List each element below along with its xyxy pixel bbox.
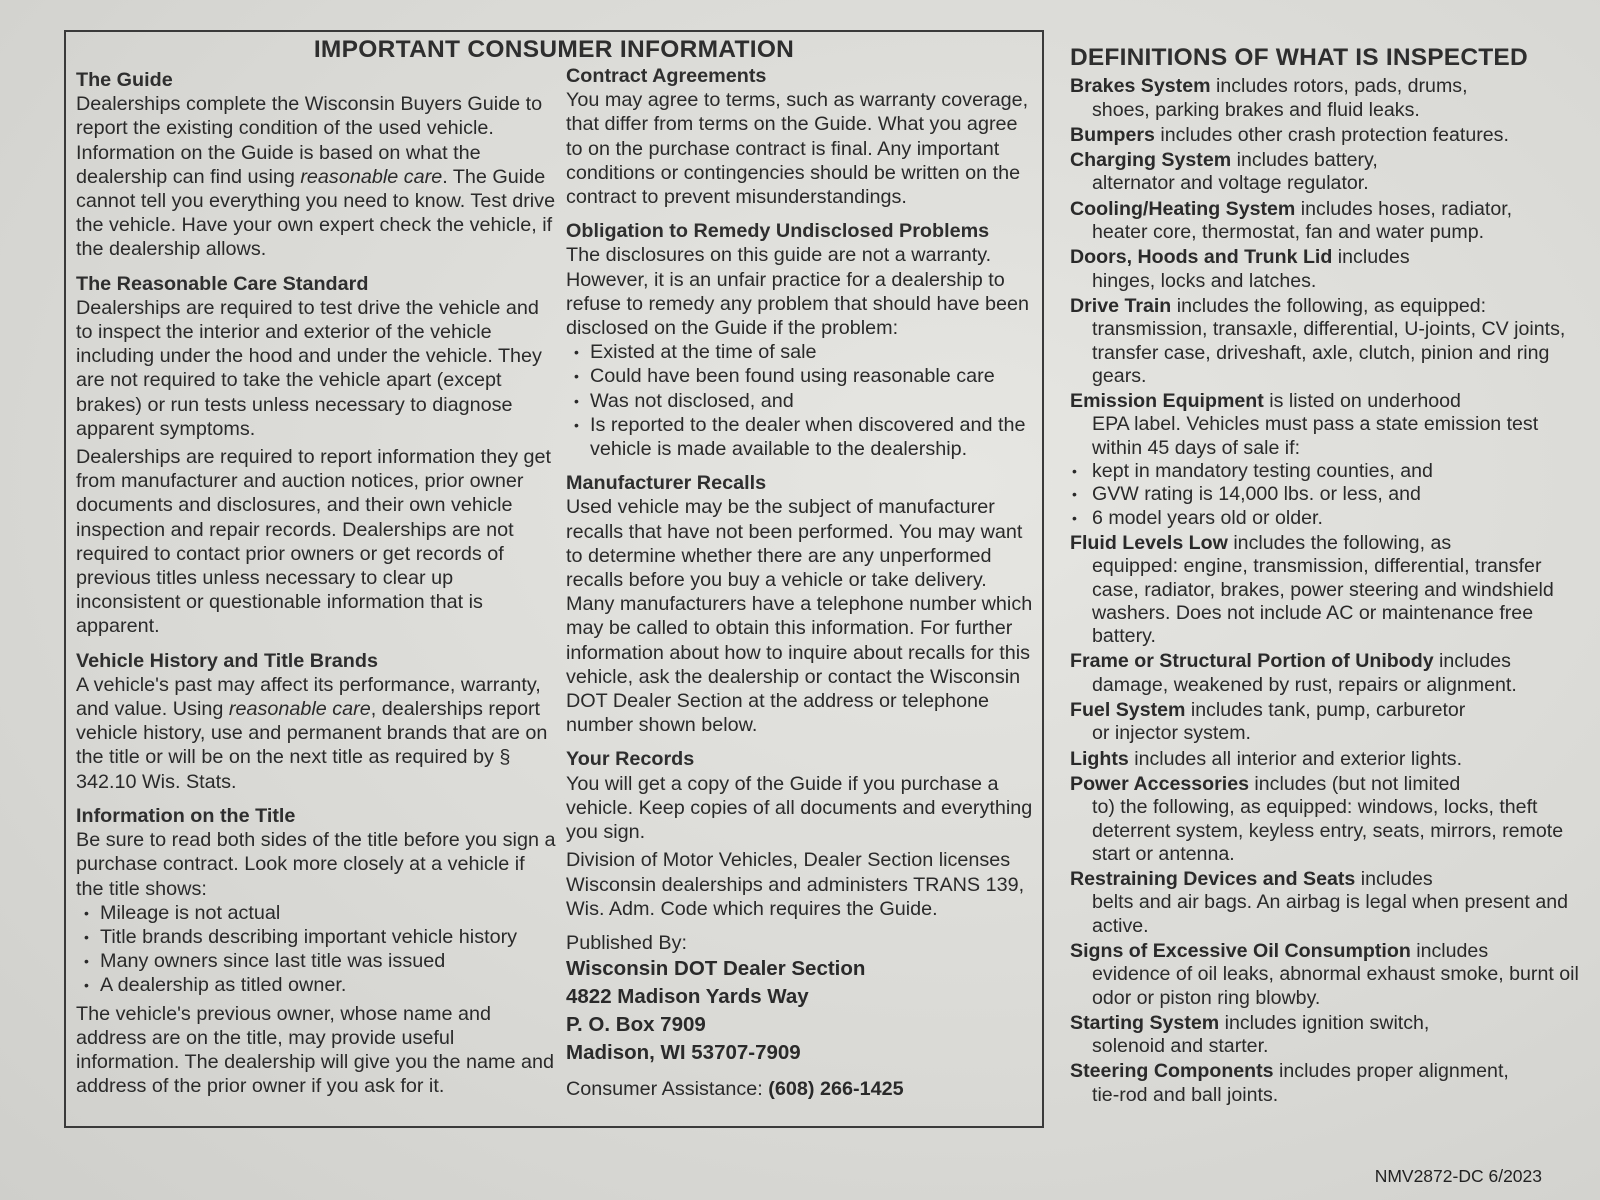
section-heading: Manufacturer Recalls [566,472,767,495]
section-text: Used vehicle may be the subject of manufacturer recalls that have not been performed. You may want to determine whether there are any unperformed recalls before you buy a vehicle or take delivery. Many manufacturers have a telephone number which may be called to obtain this information. For further information about how to inquire about recalls for this vehicle, ask the dealership or contact the Wisconsin DOT Dealer Section at the address or telephone number shown below. [566,496,1033,737]
definition-line [1070,532,1590,555]
section-contract-agreements [566,64,1036,209]
definition-text: includes [1410,939,1489,962]
definition-text: includes battery, [1231,149,1378,172]
consumer-info-box [64,30,1044,1128]
definition-line [1070,650,1590,673]
definition-line [1070,1060,1590,1083]
section-text [76,92,556,261]
text-run: . The Guide cannot tell you everything you need to know. Test drive the vehicle. Have your own expert check the vehicle, if the dealership allows. [76,165,556,261]
definition-line [1070,699,1590,722]
definition-text: is listed on underhood [1263,390,1461,413]
definition-term: Cooling/Heating System [1070,197,1296,220]
definition-term: Charging System [1070,149,1232,172]
section-text: You will get a copy of the Guide if you purchase a vehicle. Keep copies of all documents and everything you sign. [566,772,1033,844]
definition-continuation: to) the following, as equipped: windows, locks, theft deterrent system, keyless entry, seats, mirrors, remote start or antenna. [1092,796,1564,865]
emission-bullets [1070,460,1590,530]
list-item: • Is reported to the dealer when discovered and the vehicle is made available to the dealership. [566,413,1036,461]
section-heading: The Guide [76,69,173,91]
section-heading: Contract Agreements [566,65,767,87]
definition-continuation: EPA label. Vehicles must pass a state emission test within 45 days of sale if: [1092,413,1539,459]
form-code: NMV2872-DC 6/2023 [1374,1166,1542,1186]
text-run: Dealerships are required to report information they get from manufacturer and auction notices, prior owner documents and disclosures, and their own vehicle inspection and repair records. Dealerships are not required to contact prior owners or get records of previous titles unless necessary to clear up inconsistent or questionable information that is apparent. [76,446,552,638]
definition-line [1070,868,1590,891]
section-heading: Your Records [566,748,695,771]
definition-continuation: tie-rod and ball joints. [1092,1083,1279,1106]
left-section [76,272,556,639]
publisher-po-box: P. O. Box 7909 [566,1013,706,1037]
definition-text: includes other crash protection features. [1154,123,1509,146]
text-run: A vehicle's past may affect its performance, warranty, and value. Using [76,673,541,721]
list-item: • Mileage is not actual [76,901,556,925]
section-heading: Information on the Title [76,804,296,827]
section-text: The disclosures on this guide are not a warranty. However, it is an unfair practice for a dealership to refuse to remedy any problem that should have been disclosed on the Guide if the problem: [566,244,1029,340]
publisher-block [566,931,1036,1101]
definition-text: includes hoses, radiator, [1295,197,1513,220]
definition-item [1070,748,1590,771]
text-run: Dealerships complete the Wisconsin Buyers Guide to report the existing condition of the used vehicle. Information on the Guide is based on what the dealership can find using [76,93,543,188]
emphasis-text: reasonable care [300,165,443,188]
section-text: The vehicle's previous owner, whose name and address are on the title, may provide useful information. The dealership will give you the name and address of the prior owner if you ask for it. [76,1002,554,1098]
definition-continuation: alternator and voltage regulator. [1092,172,1369,195]
definition-item [1070,1060,1590,1107]
middle-column [566,64,1036,1101]
definition-term: Restraining Devices and Seats [1070,868,1356,891]
definition-term: Frame or Structural Portion of Unibody [1070,650,1434,673]
definition-item [1070,124,1590,147]
section-your-records [566,747,1036,920]
definition-line [1070,124,1590,147]
definition-text: includes proper alignment, [1273,1060,1509,1083]
definition-item [1070,390,1590,530]
section-manufacturer-recalls [566,471,1036,737]
section-text [76,445,556,639]
definition-text: includes tank, pump, carburetor [1185,699,1466,722]
definition-item [1070,75,1590,122]
consumer-assistance-phone: (608) 266-1425 [768,1078,904,1101]
definition-text: includes [1355,868,1433,891]
left-section [76,649,556,794]
left-section [76,68,556,262]
definition-continuation: belts and air bags. An airbag is legal when present and active. [1092,891,1569,937]
section-heading: The Reasonable Care Standard [76,272,369,295]
list-item: • A dealership as titled owner. [76,973,556,997]
definition-continuation: damage, weakened by rust, repairs or alignment. [1092,673,1517,696]
left-column [76,68,556,1108]
definition-text: includes (but not limited [1248,772,1461,795]
publisher-name: Wisconsin DOT Dealer Section [566,957,866,981]
definition-term: Brakes System [1070,75,1211,98]
definition-term: Starting System [1070,1011,1220,1034]
definition-term: Drive Train [1070,294,1172,317]
list-item: • Could have been found using reasonable care [566,364,1036,388]
definition-continuation: transmission, transaxle, differential, U-joints, CV joints, transfer case, driveshaft, axle, clutch, pinion and ring gears. [1092,318,1566,387]
section-text: You may agree to terms, such as warranty coverage, that differ from terms on the Guide. What you agree to on the purchase contract is final. Any important conditions or contingencies should be written on the contract to prevent misunderstandings. [566,89,1029,209]
definition-item [1070,650,1590,697]
published-by-label: Published By: [566,931,687,954]
section-obligation [566,219,1036,461]
box-title: IMPORTANT CONSUMER INFORMATION [313,36,795,63]
definitions-title: DEFINITIONS OF WHAT IS INSPECTED [1070,44,1528,71]
title-bullets [76,901,556,998]
definition-continuation: solenoid and starter. [1092,1035,1269,1058]
section-text [76,673,556,794]
definition-continuation: evidence of oil leaks, abnormal exhaust smoke, burnt oil odor or piston ring blowby. [1092,963,1579,1009]
definition-term: Emission Equipment [1070,390,1264,413]
definition-text: includes [1332,246,1410,269]
definition-line [1070,390,1590,413]
obligation-bullets [566,340,1036,461]
left-section [76,804,556,1098]
list-item: • 6 model years old or older. [1070,507,1590,530]
list-item: • Existed at the time of sale [566,340,1036,364]
definition-line [1070,198,1590,221]
definition-item [1070,940,1590,1010]
definition-item [1070,198,1590,245]
definition-line [1070,748,1590,771]
definition-item [1070,246,1590,293]
definition-item [1070,773,1590,866]
consumer-assistance [566,1077,1036,1101]
definitions-column [1070,46,1590,1109]
section-text [76,296,556,441]
publisher-city: Madison, WI 53707-7909 [566,1041,801,1065]
definitions-list [1070,75,1590,1107]
list-item: • Many owners since last title was issued [76,949,556,973]
section-text [76,828,556,901]
definition-continuation: hinges, locks and latches. [1092,269,1317,292]
definition-text: includes all interior and exterior lights. [1128,747,1463,770]
definition-term: Lights [1070,747,1129,770]
list-item: • kept in mandatory testing counties, and [1070,460,1590,483]
section-heading: Vehicle History and Title Brands [76,649,378,672]
definition-term: Fluid Levels Low [1070,531,1228,554]
definition-item [1070,149,1590,196]
definition-item [1070,868,1590,938]
definition-term: Bumpers [1070,123,1155,146]
definition-line [1070,1012,1590,1035]
section-heading: Obligation to Remedy Undisclosed Problems [566,220,990,243]
definition-line [1070,295,1590,318]
definition-continuation: shoes, parking brakes and fluid leaks. [1092,98,1420,121]
definition-term: Power Accessories [1070,772,1249,795]
emphasis-text: reasonable care [228,698,371,721]
definition-line [1070,75,1590,98]
definition-line [1070,149,1590,172]
definition-term: Signs of Excessive Oil Consumption [1070,939,1411,962]
text-run: , dealerships report vehicle history, use and permanent brands that are on the title or will be on the next title as required by § 342.10 Wis. Stats. [76,698,548,793]
definition-text: includes ignition switch, [1219,1011,1430,1034]
publisher-street: 4822 Madison Yards Way [566,985,809,1009]
definition-text: includes the following, as equipped: [1171,294,1487,317]
text-run: Be sure to read both sides of the title before you sign a purchase contract. Look more closely at a vehicle if the title shows: [76,829,556,900]
list-item: • GVW rating is 14,000 lbs. or less, and [1070,483,1590,506]
list-item: • Was not disclosed, and [566,389,1036,413]
definition-continuation: equipped: engine, transmission, differential, transfer case, radiator, brakes, power steering and windshield washers. Does not include AC or maintenance free battery. [1092,555,1554,648]
list-item: • Title brands describing important vehicle history [76,925,556,949]
definition-text: includes the following, as [1227,531,1452,554]
definition-item [1070,1012,1590,1059]
section-text: Division of Motor Vehicles, Dealer Section licenses Wisconsin dealerships and administers TRANS 139, Wis. Adm. Code which requires the Guide. [566,849,1025,920]
definition-item [1070,532,1590,648]
definition-line [1070,773,1590,796]
definition-text: includes [1433,650,1511,673]
definition-term: Doors, Hoods and Trunk Lid [1070,246,1333,269]
definition-continuation: or injector system. [1092,722,1251,745]
consumer-assistance-label: Consumer Assistance: [566,1078,769,1101]
definition-text: includes rotors, pads, drums, [1210,75,1468,98]
definition-continuation: heater core, thermostat, fan and water pump. [1092,221,1485,244]
definition-term: Steering Components [1070,1060,1274,1083]
definition-term: Fuel System [1070,699,1186,722]
definition-item [1070,295,1590,388]
text-run: Dealerships are required to test drive the vehicle and to inspect the interior and exterior of the vehicle including under the hood and under the vehicle. They are not required to take the vehicle apart (except brakes) or run tests unless necessary to diagnose apparent symptoms. [76,296,542,440]
definition-line [1070,940,1590,963]
definition-item [1070,699,1590,746]
definition-line [1070,246,1590,269]
